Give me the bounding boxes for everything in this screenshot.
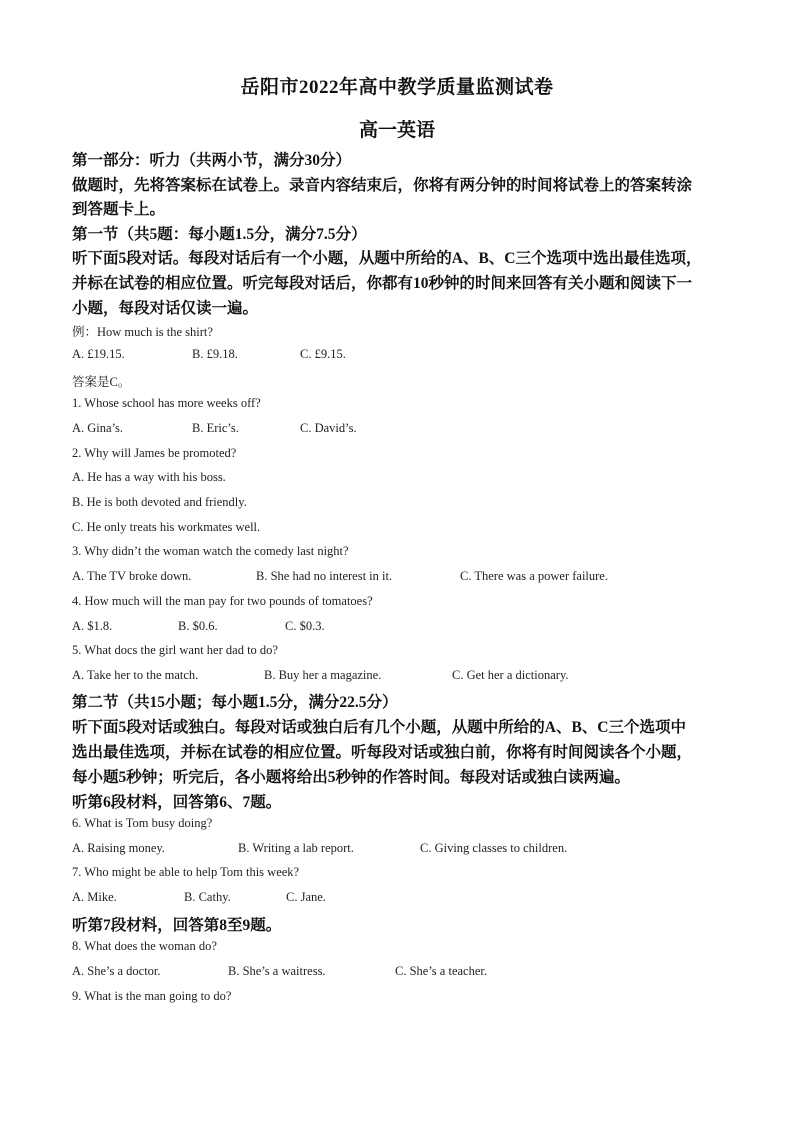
section1-instruction-line1: 听下面5段对话。每段对话后有一个小题，从题中所给的A、B、C三个选项中选出最佳选项， [72,250,702,267]
material-7-heading: 听第7段材料，回答第8至9题。 [72,917,282,934]
section1-heading: 第一节（共5题：每小题1.5分，满分7.5分） [72,226,367,243]
question-3-option-a: A. The TV broke down. [72,569,192,583]
question-1-option-b: B. Eric’s. [192,421,239,435]
question-5: 5. What docs the girl want her dad to do? [72,643,278,657]
part1-instruction-line1: 做题时，先将答案标在试卷上。录音内容结束后，你将有两分钟的时间将试卷上的答案转涂 [72,177,693,194]
question-7-option-a: A. Mike. [72,890,117,904]
question-7-option-c: C. Jane. [286,890,326,904]
question-8-option-c: C. She’s a teacher. [395,964,487,978]
question-4-option-a: A. $1.8. [72,619,113,633]
section2-instruction-line1: 听下面5段对话或独白。每段对话或独白后有几个小题，从题中所给的A、B、C三个选项中 [72,719,686,736]
question-8-option-b: B. She’s a waitress. [228,964,326,978]
question-2-option-c: C. He only treats his workmates well. [72,520,261,534]
example-answer: 答案是C。 [72,375,131,389]
question-2: 2. Why will James be promoted? [72,446,237,460]
question-1: 1. Whose school has more weeks off? [72,396,261,410]
question-3-option-c: C. There was a power failure. [460,569,608,583]
material-6-heading: 听第6段材料，回答第6、7题。 [72,794,282,811]
question-4-option-b: B. $0.6. [178,619,218,633]
section2-heading: 第二节（共15小题；每小题1.5分，满分22.5分） [72,694,398,711]
question-8-option-a: A. She’s a doctor. [72,964,161,978]
question-5-option-c: C. Get her a dictionary. [452,668,569,682]
example-option-c: C. £9.15. [300,347,346,361]
example-option-b: B. £9.18. [192,347,238,361]
section2-instruction-line3: 每小题5秒钟；听完后，各小题将给出5秒钟的作答时间。每段对话或独白读两遍。 [72,769,631,786]
question-6-option-a: A. Raising money. [72,841,165,855]
question-5-option-a: A. Take her to the match. [72,668,199,682]
question-6-option-c: C. Giving classes to children. [420,841,568,855]
question-5-option-b: B. Buy her a magazine. [264,668,382,682]
question-7-option-b: B. Cathy. [184,890,231,904]
example-question: 例：How much is the shirt? [72,325,213,339]
question-4: 4. How much will the man pay for two pounds of tomatoes? [72,594,373,608]
question-7: 7. Who might be able to help Tom this week? [72,865,300,879]
exam-subtitle: 高一英语 [358,120,435,141]
question-6: 6. What is Tom busy doing? [72,816,213,830]
part1-heading: 第一部分：听力（共两小节，满分30分） [72,152,352,169]
question-1-option-c: C. David’s. [300,421,357,435]
question-3-option-b: B. She had no interest in it. [256,569,393,583]
question-4-option-c: C. $0.3. [285,619,325,633]
question-2-option-b: B. He is both devoted and friendly. [72,495,247,509]
question-9: 9. What is the man going to do? [72,989,232,1003]
question-2-option-a: A. He has a way with his boss. [72,470,226,484]
section1-instruction-line3: 小题，每段对话仅读一遍。 [72,300,259,317]
exam-title: 岳阳市2022年高中教学质量监测试卷 [240,77,554,98]
question-3: 3. Why didn’t the woman watch the comedy last night? [72,544,349,558]
section2-instruction-line2: 选出最佳选项，并标在试卷的相应位置。听每段对话或独白前，你将有时间阅读各个小题， [72,744,693,761]
example-option-a: A. £19.15. [72,347,125,361]
question-8: 8. What does the woman do? [72,939,217,953]
question-1-option-a: A. Gina’s. [72,421,124,435]
section1-instruction-line2: 并标在试卷的相应位置。听完每段对话后，你都有10秒钟的时间来回答有关小题和阅读下一 [72,275,693,292]
question-6-option-b: B. Writing a lab report. [238,841,354,855]
part1-instruction-line2: 到答题卡上。 [72,201,166,218]
